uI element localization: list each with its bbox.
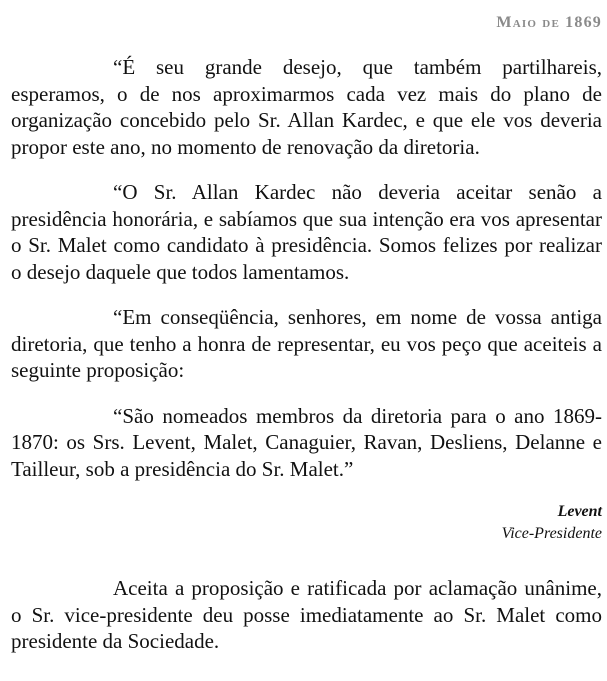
paragraph-proposal-request: “Em conseqüência, senhores, em nome de vossa antiga diretoria, que tenho a honra de representar, eu vos peço que aceiteis a seguinte proposição: [11,305,602,382]
paragraph-closing: Aceita a proposição e ratificada por aclamação unânime, o Sr. vice-presidente deu posse imediatamente ao Sr. Malet como presidente da Sociedade. [11,576,602,653]
body-text [11,54,602,674]
paragraph-nomination: “São nomeados membros da diretoria para o ano 1869-1870: os Srs. Levent, Malet, Canaguier, Ravan, Desliens, Delanne e Tailleur, sob a presidência do Sr. Malet.” [11,403,602,481]
running-header: Maio de 1869 [496,14,602,31]
paragraph-desire: “É seu grande desejo, que também partilhareis, esperamos, o de nos aproximarmos cada vez mais do plano de organização concebido pelo Sr. Allan Kardec, e que ele vos deveria propor este ano, no momento de renovação da diretoria. [11,55,602,159]
signature-name: Levent [557,503,602,520]
signature-role: Vice-Presidente [501,525,602,542]
paragraph-honorary-presidency: “O Sr. Allan Kardec não deveria aceitar senão a presidência honorária, e sabíamos que sua intenção era vos apresentar o Sr. Malet como candidato à presidência. Somos felizes por realizar o desejo daquele que todos lamentamos. [11,180,602,284]
signature-block [11,501,602,545]
